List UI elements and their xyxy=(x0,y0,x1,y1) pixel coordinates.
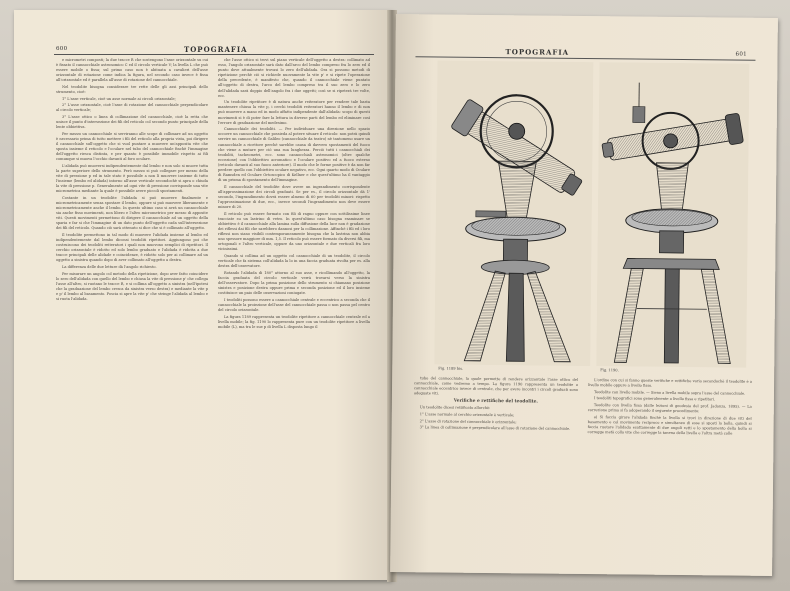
paragraph: Rotando l'alidada di 180° attorno al suo asse, e ricollimando all'oggetto, la faccia graduata del circolo verticale verrà trovarsi verso la sinistra dell'osservatore. Dopo la prima posizione dello strumento si chiamano posizione sinistra e posizione destra oppure prima e seconda posizione ed il loro insieme costituisce un paio delle osservazioni coniugate. xyxy=(218,270,370,296)
paragraph: L'alidada può muoversi indipendentemente dal lembo e non solo si muove tutta la parte superiore dello strumento. Però mezzo si può collegare per mezzo della vite di pressione p ed in tale stato è possibile a non lì muovere insieme di tutto l'insieme (lembo ed alidada) intorno all'asse verticale secondochè si apra o chiuda la vite di pressione p. Generalmente ad ogni vite di pressione corrisponde una vite micrometrica mediante la quale è possibile avere piccoli spostamenti. xyxy=(56,163,208,194)
right-page xyxy=(390,14,778,576)
paragraph: Teodolite con livella fissa (dalle lezioni di geodesia del prof. Jadanza, 1895). — La correzione prima si fa adoperando il seguente procedimento: xyxy=(587,402,752,414)
paragraph: 3° La linea di collimazione è perpendicolare all'asse di rotazione del cannocchiale. xyxy=(419,425,571,432)
paragraph: I teodoliti possono essere a cannocchiale centrale e eccentrico a seconda che il cannocchiale la proiezione dell'asse del cannocchiale passa o non passa pel centro del circolo orizzontale. xyxy=(218,297,370,312)
paragraph: Un teodolite ripetitore è di natura anche reiteratore per rendere tale basta mantenere chiusa la vite p, i cerchi teodoliti reiteratori hanno il lembo e di non può muovere a mano ed in modo affatto indipendente dall'alidada: scopo di questi movimenti si è di poter fare la lettura in diverse parti del lembo ed eliminare così l'errore di graduazione del medesimo. xyxy=(218,100,370,125)
theodolite-right-icon xyxy=(596,62,749,368)
right-column-2 xyxy=(586,378,752,560)
paragraph: La differenza delle due letture dà l'angolo richiesto. xyxy=(62,265,157,270)
paragraph: Quando si collima ad un oggetto col cannocchiale di un teodolite, il circolo verticale che fa sistema coll'alidada la lo in una faccia graduata rivolta per es. alla destra dell'osservatore. xyxy=(218,253,370,269)
paragraph: Teodolite con livello mobile. — Sieno a livella mobile sopra l'asse del cannocchiale. xyxy=(593,389,746,396)
paragraph: Un teodolite dicesi rettificato allorchè: xyxy=(419,405,491,411)
paragraph: 2° L'asse di rotazione del cannocchiale è orizzontale; xyxy=(419,418,517,424)
paragraph: Il reticolo può essere formato con fili di ragno oppure con sottilissime linee tracciate su un lastrino di vetro. In quest'ultimo caso bisogna esaminare se obbiettivo è il cannocchiale alla lamina sulla diffusione della luce non è gradazione dei riflessi dai fili che sarebbero dannosi per la collimazione. Affinchè i fili ed i loro riflessi non siano visibili contemporaneamente bisogna che la lastrina non abbia uno spessore maggiore di mm. 1,5. Il reticolo può essere formato da diversi fili, ma ortogonali e l'altro verticale, oppure da uno orizzontale e due verticali fra loro vicinissimi. xyxy=(218,211,370,252)
right-column-1 xyxy=(412,376,578,558)
theodolite-left-icon xyxy=(434,60,593,366)
paragraph: La figura 1189 rappresenta un teodolite ripetitore a cannocchiale centrale ed a livella mobile; la fig. 1190 lo rappresenta pure con un teodolite ripetitore a livella mobile (L), ma tra le sue p di livella L disposta lungo il xyxy=(218,314,370,329)
figure-1189-caption: Fig. 1189 bis. xyxy=(438,366,464,371)
paragraph: tubo del cannocchiale, la quale permette di rendere orizzontale l'asse ottico del cannocchiale, come vedremo a tempo. La figura 1190 rappresenta un teodolite a cannocchiale eccentrico invece di centrale, che per avere incontri i circoli graduati sono adeguate viti. xyxy=(413,376,579,396)
paragraph: Nel teodolite bisogna considerare tre rette delle gli assi principali dello strumento, cioè: xyxy=(56,84,208,95)
paragraph: 1° L'asse verticale, cioè un asse normale ai circoli orizzontale; xyxy=(62,96,176,101)
paragraph: 2° L'asse orizzontale, cioè l'asse di rotazione del cannocchiale perpendicolare al circolo verticale; xyxy=(56,103,208,113)
left-header-rule xyxy=(54,54,374,55)
paragraph: che l'asse ottico si trovi sul piano verticale dell'oggetto a destra: collimato ad esso, l'angolo orizzontale sarà dato dall'arco del lembo compreso fra lo zero ed il punto dove attualmente trovasi lo zero dell'alidada. Ora si possono metodi di ripetizione perchè ciò si richiede nuovamente la vite p' e si ripete l'operazione della precedente, è manifesto che, quando il cannocchiale viene puntato all'oggetto di destra, l'arco del lembo compreso tra il suo zero e lo zero dell'alidada sarà doppio dell'angolo fra i due oggetti; così se si ripeterà tre volte, ecc. xyxy=(218,58,370,98)
left-column-2 xyxy=(218,58,370,563)
paragraph: e micrometri composti; la due tracce R che sostengono l'asse orizzontale su cui è fissato il cannocchiale astronomico C ed il circolo verticale V; la livella L che può essere mobile o fissa; sul primo caso non è abituata a cavalieri dell'asse orizzontale di rotazione come indica la figura, nel secondo caso invece è fissa all'orizzontale ed è parallela all'asse di rotazione del cannocchiale. xyxy=(56,58,208,83)
paragraph: I teodoliti topografici sono generalmente a livella fissa e ripetitori. xyxy=(593,396,716,402)
left-page xyxy=(14,10,392,580)
left-page-number: 600 xyxy=(56,46,68,52)
figure-1190-caption: Fig. 1190. xyxy=(600,368,619,373)
paragraph: Per misurare un angolo col metodo della ripetizione, dopo aver fatto coincidere lo zero dell'alidada con quello del lembo e chiusa la vite di pressione p' che collega l'asse all'altro, si ruotano le tracce R, e si collima all'oggetto a sinistra (nell'ipotesi che la graduazione del lembo cresca da sinistra verso destra) e mediante la vite p e p' il lembo al basamento. Poscia si apre la vite p' che stringe l'alidada al lembo e si ruota l'alidada. xyxy=(56,271,208,302)
section-heading: Verifiche e rettifiche del teodolite. xyxy=(453,399,538,405)
right-running-title: TOPOGRAFIA xyxy=(505,47,570,57)
left-running-title: TOPOGRAFIA xyxy=(184,45,248,54)
paragraph: Cannocchiale dei teodoliti. — Per individuare una direzione nello spazio occorre un cannocchiale che possieda al potere situare il reticolo: non potrà quindi servire un cannocchiale di Galileo (cannocchiale da teatro) nè tantomeno usare un cannocchiale a ricettore perchè sarebbe causa di davvero spostamenti del fuoco che viene a mutare per ciò una sua lunghezza. Perciò tutti i cannocchiali dei teodoliti, tacheometri, ecc. sono cannocchiali astronomici (oltre qualche eccezione) con l'obbiettivo acromatico e l'oculare positivo ed a fuoco esterno (reticolo davanti al suo fuoco anteriore). Il modo che le forme positive è da non far perdere quello con l'obbiettivo oculare negativo, ecc. Ogni quarto modo di Oculare di Ramsden ed Oculare Ortoscopico di Kellner e che quest'ultimo ha il vantaggio di un prisma di spostamento dell'immagine. xyxy=(218,127,370,183)
paragraph: 3° L'asse ottico o linea di collimazione del cannocchiale, cioè la retta che unisce il punto d'intersezione dei fili del reticolo col secondo punto principale della lente obbiettiva. xyxy=(56,114,208,130)
paragraph: Il teodolite permettono in tal modo di muovere l'alidada insieme al lembo ed indipendentemente dal lembo diconsi teodoliti ripetitori. Aggiungono poi che costruiscono dei teodoliti reiteratori i quali non muovono semplici di ripetitori. Il cerchio orizzontale è ridotto ed solo lembo graduato e l'alidada è ridotta a due tracce principali delle alidade e coincidenze, è ridotto solo per ai collimare ad un oggetto a sinistra quando dopo di aver collimato all'oggetto a destra. xyxy=(56,233,208,263)
paragraph: Costante in un teodolite l'alidada si può muovere finalmente e micrometricamente senza spostare il lembo, oppure si può muovere liberamente e micrometricamente anche il lembo. In questo ultimo caso si avrà un cannocchiale sia anche fisso movimenti, non libero e l'altro micrometrico per mezzo di apposite viti. Questi movimenti permettono di dirigere il cannocchiale ad un oggetto della sparia e far si che l'immagine di un dato punto dell'oggetto cada sull'intersezione dei fili del reticolo. Quando ciò sarà ottenuto si dice che si è collimato all'oggetto. xyxy=(56,195,208,231)
paragraph: Per mezzo un cannocchiale si serviranno alle scope di collimare ad un oggetto è necessario prima di tutto mettere i fili del reticolo alla propria vista, poi dirigere il cannocchiale sull'oggetto che si vuol puntare a muovere un'apposita vite che sposta insieme il reticolo e l'oculare nel tubo del cannocchiale finchè l'immagine dell'oggetto riesca distinta, e per quanto è possibile immobile rispetto ai fili comunque si muova l'occhio davanti al foro oculare. xyxy=(56,131,208,162)
paragraph: L'ordine con cui si fanno queste verifiche e rettifiche varia secondochè il teodolite è a livello mobile oppure a livello fisso. xyxy=(588,378,753,388)
paragraph: Il cannocchiale del teodolite dove avere un ingrandimento corrispondente all'approssimazione dei circoli graduati. Se per es., il circolo orizzontale dà 1' secondo, l'ingrandimento dovrà essere almeno di 60 per teodoliti minori: rispetto l'approssimazione di due, ecc., invece secondi l'ingrandimento non deve essere minore di 20. xyxy=(218,184,370,210)
paragraph: a) Si faccia girare l'alidada finchè la livella si trovi in direzione di due viti del basamento e col movimento reciproco e simultaneo di esse si sposti la bolla, quindi si faccia ruotare l'alidada esattamente di due angoli retti e lo spostamento della bolla si corregge metà colla vite che corregge la tanena della livella e l'altra metà colle xyxy=(587,414,752,436)
paragraph: 1° L'asse normale al cerchio orizzontale è verticale; xyxy=(419,412,515,418)
left-column-1 xyxy=(56,58,208,563)
right-page-number: 601 xyxy=(735,51,747,58)
